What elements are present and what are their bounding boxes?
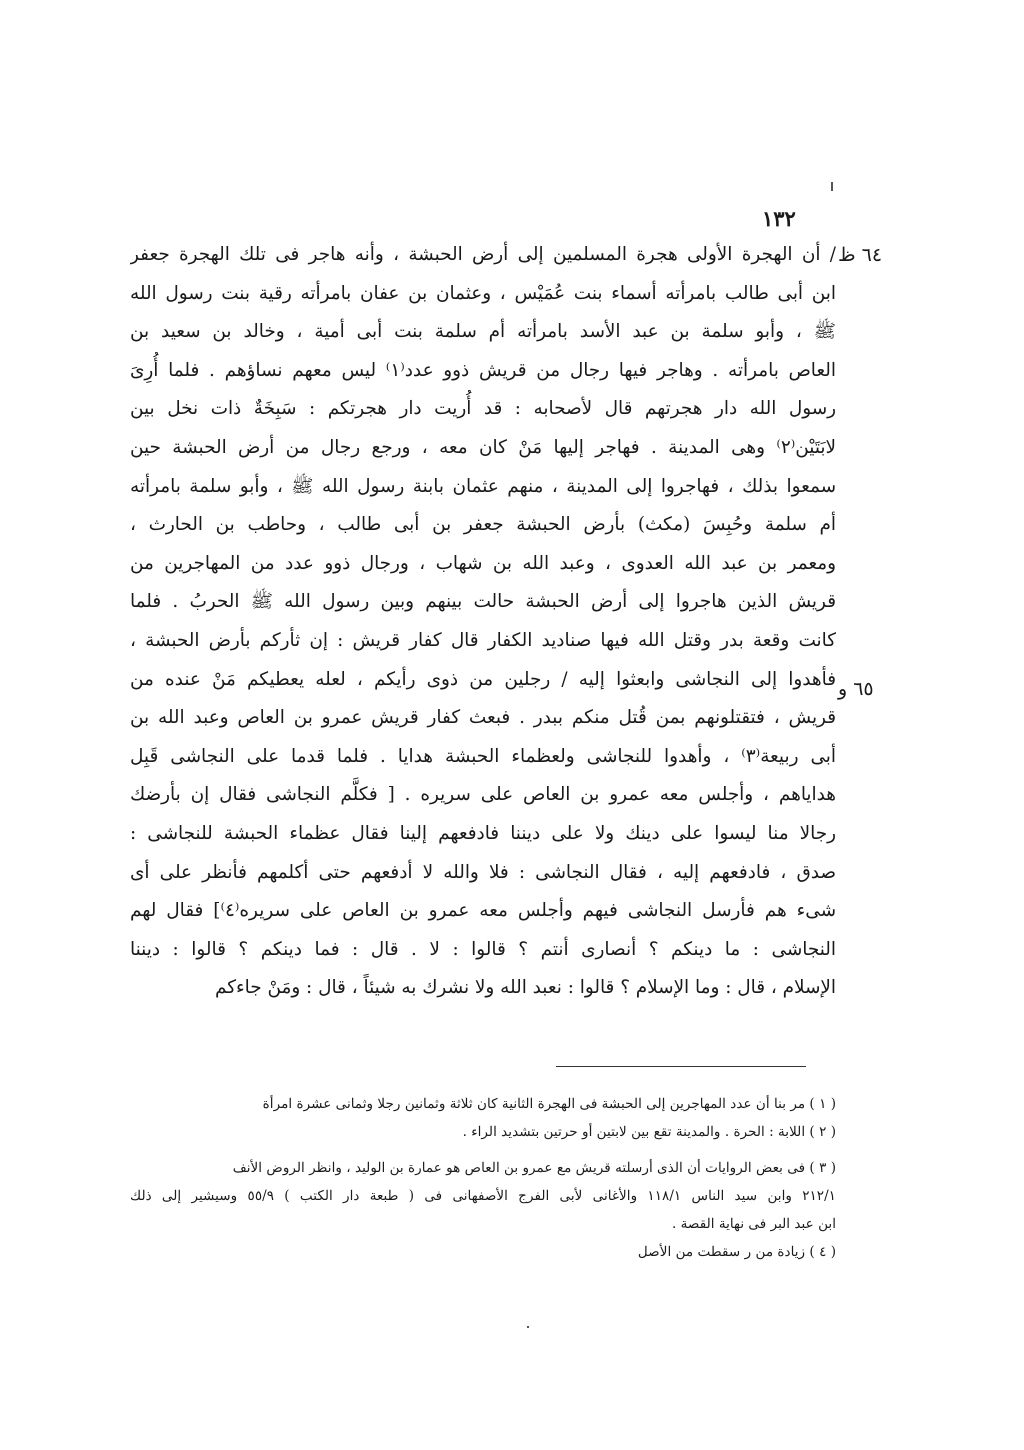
footnote-divider [556,1066,806,1067]
text-line: أبى ربيعة⁽٣⁾ ، وأهدوا للنجاشى ولعظماء الحبشة هدايا . فلما قدما على النجاشى قَبِل [130,745,836,767]
text-line: هداياهم ، وأجلس معه عمرو بن العاص على سريره . [ فكلَّم النجاشى فقال إن بأرضك [130,784,836,806]
footnote-line: ٢١٢/١ وابن سيد الناس ١١٨/١ والأغانى لأبى الفرج الأصفهانى فى ( طبعة دار الكتب ) ٥٥/٩ وسيشير إلى ذلك [130,1188,836,1204]
text-line: قريش الذين هاجروا إلى أرض الحبشة حالت بينهم وبين رسول الله ﷺ الحربُ . فلما [130,591,836,613]
text-line: رسول الله دار هجرتهم قال لأصحابه : قد أُريت دار هجرتكم : سَبِخَةٌ ذات نخل بين [130,398,836,420]
text-line: ابن أبى طالب بامرأته أسماء بنت عُمَيْس ، وعثمان بن عفان بامرأته رقية بنت رسول الله [130,282,836,304]
text-line: ﷺ ، وأبو سلمة بن عبد الأسد بامرأته أم سلمة بنت أبى أمية ، وخالد بن سعيد بن [130,321,836,343]
footnote-line: ( ٣ ) فى بعض الروايات أن الذى أرسلته قريش مع عمرو بن العاص هو عمارة بن الوليد ، وانظر الروض الأنف [232,1160,836,1176]
text-line: أم سلمة وحُبِسَ (مكث) بأرض الحبشة جعفر بن أبى طالب ، وحاطب بن الحارث ، [130,514,836,536]
text-line: شىء هم فأرسل النجاشى فيهم وأجلس معه عمرو بن العاص على سريره⁽٤⁾] فقال لهم [130,900,836,922]
text-line: الإسلام ، قال : وما الإسلام ؟ قالوا : نعبد الله ولا نشرك به شيئاً ، قال : ومَنْ جاءكم [215,977,836,999]
margin-folio-note: ٦٤ ظ [838,244,883,266]
main-text-block [130,236,836,1008]
footnote-line: ابن عبد البر فى نهاية القصة . [672,1216,836,1232]
text-line: رجالا منا ليسوا على دينك ولا على ديننا فادفعهم إلينا فقال عظماء الحبشة للنجاشى : [130,822,836,844]
footnote-line: ( ٢ ) اللابة : الحرة . والمدينة تقع بين لابتين أو حرتين بتشديد الراء . [462,1124,836,1140]
text-line: ومعمر بن عبد الله العدوى ، وعبد الله بن شهاب ، ورجال ذوو عدد من المهاجرين من [130,552,836,574]
text-line: فأهدوا إلى النجاشى وابعثوا إليه / رجلين من ذوى رأيكم ، لعله يعطيكم مَنْ عنده من [130,668,836,690]
text-line: لابَتَيْن⁽٢⁾ وهى المدينة . فهاجر إليها مَنْ كان معه ، ورجع رجال من أرض الحبشة حين [130,436,836,458]
text-line: العاص بامرأته . وهاجر فيها رجال من قريش ذوو عدد⁽١⁾ ليس معهم نساؤهم . فلما أُرِىَ [130,359,836,381]
text-line: / أن الهجرة الأولى هجرة المسلمين إلى أرض الحبشة ، وأنه هاجر فى تلك الهجرة جعفر [130,244,836,265]
text-line: النجاشى : ما دينكم ؟ أنصارى أنتم ؟ قالوا : لا . قال : فما دينكم ؟ قالوا : ديننا [130,938,836,960]
text-line: سمعوا بذلك ، فهاجروا إلى المدينة ، منهم عثمان بابنة رسول الله ﷺ ، وأبو سلمة بامرأته [130,475,836,497]
margin-folio-note: ٦٥ و [838,678,874,700]
page-number: ١٣٢ [762,206,796,231]
scan-speck [527,1326,529,1328]
text-line: قريش ، فتقتلونهم بمن قُتل منكم ببدر . فبعث كفار قريش عمرو بن العاص وعبد الله بن [130,707,836,729]
scan-speck [831,182,833,191]
footnote-line: ( ٤ ) زيادة من ر سقطت من الأصل [637,1244,836,1260]
text-line: كانت وقعة بدر وقتل الله فيها صناديد الكفار قال كفار قريش : إن ثأركم بأرض الحبشة ، [130,629,836,651]
text-line: صدق ، فادفعهم إليه ، فقال النجاشى : فلا والله لا أدفعهم حتى أكلمهم فأنظر على أى [130,861,836,883]
footnote-line: ( ١ ) مر بنا أن عدد المهاجرين إلى الحبشة فى الهجرة الثانية كان ثلاثة وثمانين رجلا وثمانى عشرة امرأة [262,1096,836,1112]
footnotes-block [130,1090,836,1266]
